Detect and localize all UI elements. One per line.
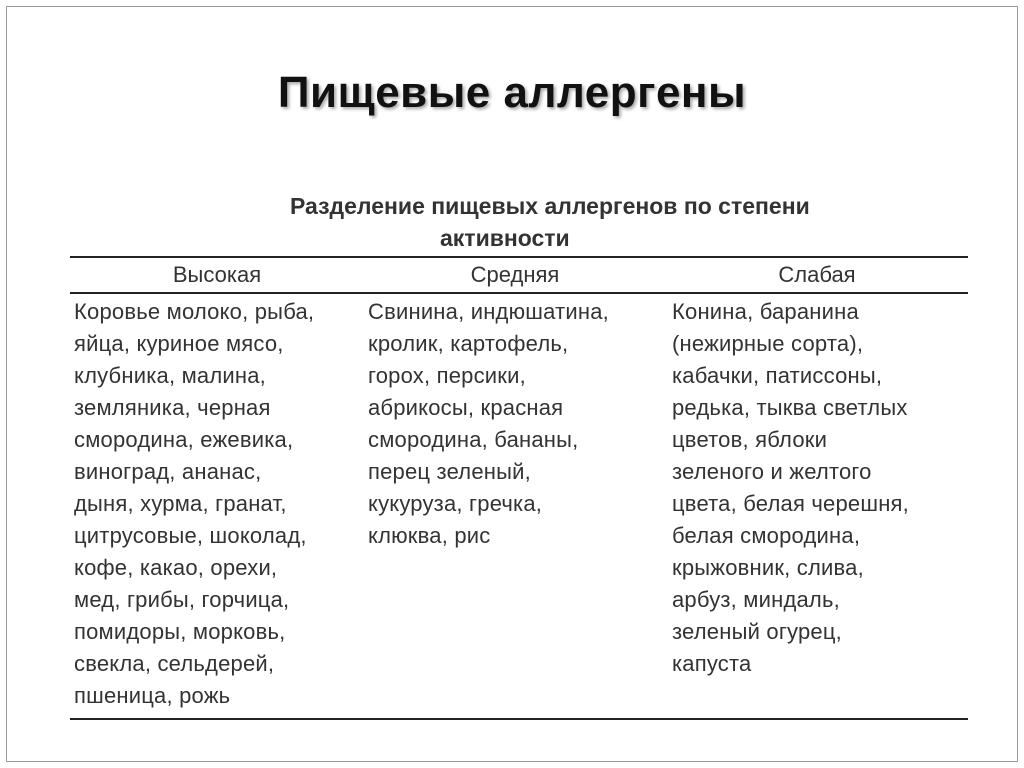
cell-line: Свинина, индюшатина, [368,299,609,324]
cell-line: белая смородина, [672,523,861,548]
table-caption-line-1: Разделение пищевых аллергенов по степени [290,193,810,219]
cell-line: Коровье молоко, рыба, [74,299,315,324]
cell-line: капуста [672,651,752,676]
table-header-row [70,258,968,294]
cell-line: дыня, хурма, гранат, [74,491,287,516]
cell-line: цветов, яблоки [672,427,828,452]
allergen-table [70,256,968,720]
header-low: Слабая [778,262,856,287]
cell-line: цвета, белая черешня, [672,491,909,516]
cell-line: мед, грибы, горчица, [74,587,290,612]
cell-line: клюква, рис [368,523,491,548]
cell-high-activity [70,296,364,712]
cell-line: кабачки, патиссоны, [672,363,883,388]
cell-line: зеленый огурец, [672,619,842,644]
cell-line: горох, персики, [368,363,526,388]
cell-low-activity [666,296,968,712]
cell-line: кофе, какао, орехи, [74,555,278,580]
cell-line: цитрусовые, шоколад, [74,523,307,548]
slide-title: Пищевые аллергены [277,68,747,117]
cell-line: арбуз, миндаль, [672,587,840,612]
cell-line: крыжовник, слива, [672,555,864,580]
cell-line: земляника, черная [74,395,271,420]
header-high: Высокая [172,262,262,287]
cell-line: пшеница, рожь [74,683,231,708]
header-medium: Средняя [470,262,560,287]
cell-line: клубника, малина, [74,363,266,388]
cell-line: перец зеленый, [368,459,531,484]
cell-line: смородина, бананы, [368,427,579,452]
cell-line: кролик, картофель, [368,331,569,356]
cell-line: яйца, куриное мясо, [74,331,284,356]
cell-medium-activity [364,296,666,712]
cell-line: свекла, сельдерей, [74,651,275,676]
cell-line: зеленого и желтого [672,459,872,484]
cell-line: (нежирные сорта), [672,331,864,356]
cell-line: Конина, баранина [672,299,859,324]
cell-line: абрикосы, красная [368,395,564,420]
cell-line: помидоры, морковь, [74,619,286,644]
cell-line: редька, тыква светлых [672,395,908,420]
table-body-row [70,294,968,718]
table-caption-line-2: активности [440,225,570,251]
cell-line: смородина, ежевика, [74,427,294,452]
table-caption [290,190,910,254]
cell-line: кукуруза, гречка, [368,491,543,516]
cell-line: виноград, ананас, [74,459,262,484]
